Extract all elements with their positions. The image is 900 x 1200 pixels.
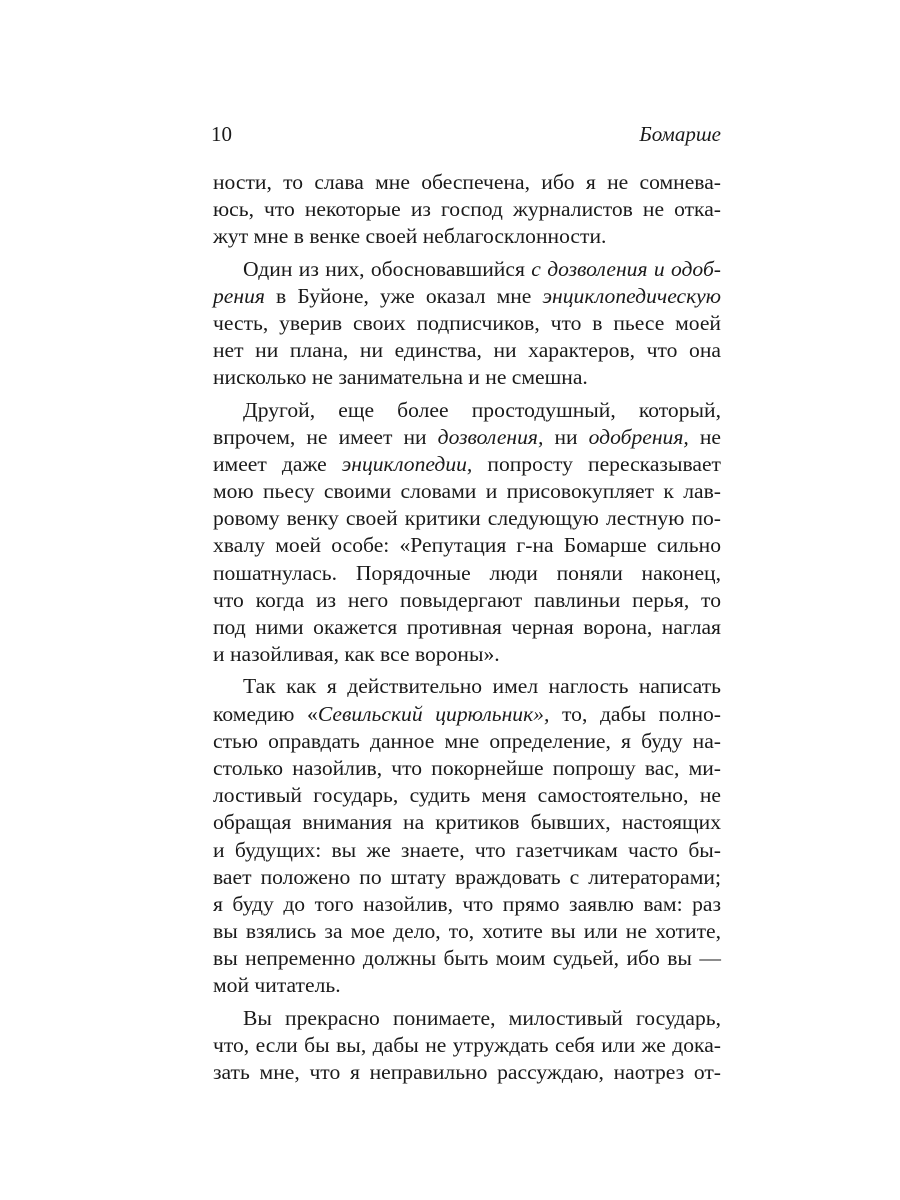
text-line <box>213 614 721 641</box>
text-line <box>213 837 721 864</box>
text-line <box>213 918 721 945</box>
text-line <box>213 397 721 424</box>
text-run: нисколько не занимательна и не смешна. <box>213 365 588 390</box>
paragraph <box>213 397 721 669</box>
text-run: попросту пересказывает <box>472 451 721 476</box>
text-run: то, дабы полно- <box>549 701 721 726</box>
text-run: обращая внимания на критиков бывших, настоящих <box>213 810 721 835</box>
text-run: вает положено по штату враждовать с литераторами; <box>213 864 721 889</box>
text-line <box>213 310 721 337</box>
text-run: я буду до того назойлив, что прямо заявлю вам: раз <box>213 891 721 916</box>
text-line <box>213 728 721 755</box>
text-line <box>213 364 721 391</box>
text-run: впрочем, не имеет ни <box>213 424 438 449</box>
italic-text: рения <box>213 283 265 308</box>
text-run: Вы прекрасно понимаете, милостивый государь, <box>243 1005 721 1030</box>
italic-text: энциклопедии, <box>341 451 473 476</box>
text-run: юсь, что некоторые из господ журналистов не отка- <box>213 197 721 222</box>
text-line <box>213 755 721 782</box>
text-line <box>213 641 721 668</box>
text-run: столько назойлив, что покорнейше попрошу вас, ми- <box>213 755 721 780</box>
page-header <box>211 119 721 149</box>
text-line <box>213 782 721 809</box>
text-run: в Буйоне, уже оказал мне <box>264 283 543 308</box>
text-run: что когда из него повыдергают павлиньи перья, то <box>213 587 721 612</box>
text-line <box>213 945 721 972</box>
text-line <box>213 864 721 891</box>
text-run: мою пьесу своими словами и присовокупляет к лав- <box>213 479 721 504</box>
text-line <box>213 505 721 532</box>
text-run: ности, то слава мне обеспечена, ибо я не сомнева- <box>213 170 721 194</box>
text-line <box>213 196 721 223</box>
text-line <box>213 560 721 587</box>
paragraph <box>213 169 721 251</box>
text-line <box>213 1032 721 1059</box>
text-run: и будущих: вы же знаете, что газетчикам часто бы- <box>213 837 721 862</box>
text-line <box>213 532 721 559</box>
text-run: жут мне в венке своей неблагосклонности. <box>213 224 607 249</box>
text-run: ровому венку своей критики следующую лестную по- <box>213 506 721 531</box>
text-line <box>213 223 721 250</box>
text-line <box>213 673 721 700</box>
text-line <box>213 587 721 614</box>
italic-text: энциклопедическую <box>542 283 721 308</box>
text-run: нет ни плана, ни единства, ни характеров, что она <box>213 338 721 363</box>
text-line <box>213 891 721 918</box>
italic-text: Севильский цирюльник», <box>317 701 550 726</box>
paragraph <box>213 256 721 392</box>
text-line <box>213 972 721 999</box>
running-title: Бомарше <box>639 122 721 146</box>
text-run: не <box>688 424 721 449</box>
text-run: под ними окажется противная черная ворона, наглая <box>213 615 721 639</box>
text-line <box>213 451 721 478</box>
text-run: Один из них, обосновавшийся <box>243 256 532 281</box>
text-run: зать мне, что я неправильно рассуждаю, наотрез от- <box>213 1060 721 1084</box>
paragraph <box>213 673 721 999</box>
text-run: лостивый государь, судить меня самостоятельно, не <box>213 783 721 808</box>
text-run: Другой, еще более простодушный, который, <box>243 397 721 422</box>
text-run: пошатнулась. Порядочные люди поняли наконец, <box>213 560 721 585</box>
italic-text: одобрения, <box>588 424 689 449</box>
paragraph <box>213 1005 721 1087</box>
text-line <box>213 283 721 310</box>
page-number: 10 <box>211 122 232 146</box>
text-line <box>213 1059 721 1086</box>
text-run: и назойливая, как все вороны». <box>213 642 500 667</box>
text-run: мой читатель. <box>213 973 341 998</box>
text-line <box>213 478 721 505</box>
text-run: вы взялись за мое дело, то, хотите вы или не хотите, <box>213 919 721 944</box>
text-run: вы непременно должны быть моим судьей, ибо вы — <box>213 946 721 971</box>
text-run: хвалу моей особе: «Репутация г-на Бомарше сильно <box>213 533 721 558</box>
text-run: что, если бы вы, дабы не утруждать себя или же дока- <box>213 1032 721 1057</box>
text-run: имеет даже <box>213 451 342 476</box>
italic-text: с дозволения и одоб- <box>531 256 721 281</box>
text-line <box>213 256 721 283</box>
italic-text: дозволения, <box>437 424 544 449</box>
text-run: честь, уверив своих подписчиков, что в пьесе моей <box>213 310 721 335</box>
text-run: стью оправдать данное мне определение, я буду на- <box>213 728 721 753</box>
text-line <box>213 337 721 364</box>
text-line <box>213 1005 721 1032</box>
text-run: комедию « <box>213 701 318 726</box>
text-line <box>213 809 721 836</box>
text-run: ни <box>543 424 589 449</box>
body-text <box>213 169 721 1091</box>
text-line <box>213 424 721 451</box>
text-run: Так как я действительно имел наглость написать <box>243 674 721 699</box>
text-line <box>213 169 721 196</box>
text-line <box>213 701 721 728</box>
